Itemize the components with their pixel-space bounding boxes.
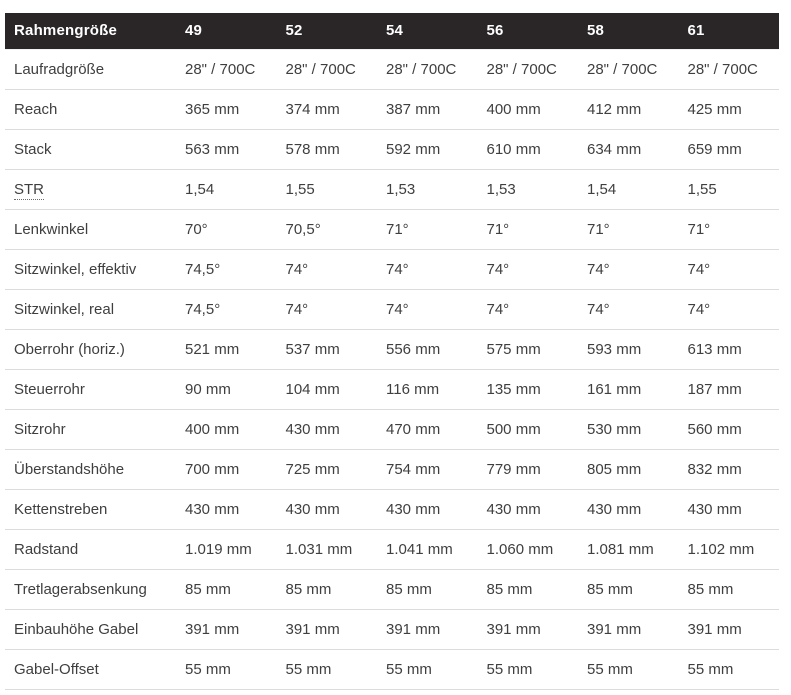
value-cell: 74° — [578, 250, 679, 290]
value-cell: 1.060 mm — [478, 530, 579, 570]
table-row — [5, 130, 779, 170]
value-cell: 391 mm — [679, 610, 780, 650]
table-row — [5, 410, 779, 450]
value-cell: 116 mm — [377, 370, 478, 410]
row-label: Kettenstreben — [5, 490, 176, 530]
value-cell: 74° — [679, 250, 780, 290]
value-cell: 55 mm — [578, 650, 679, 690]
row-label: Steuerrohr — [5, 370, 176, 410]
row-label: Stack — [5, 130, 176, 170]
row-label: Tretlagerabsenkung — [5, 570, 176, 610]
value-cell: 387 mm — [377, 90, 478, 130]
value-cell: 74° — [277, 290, 378, 330]
table-row — [5, 530, 779, 570]
value-cell: 430 mm — [478, 490, 579, 530]
value-cell: 592 mm — [377, 130, 478, 170]
row-label: Laufradgröße — [5, 50, 176, 90]
value-cell: 85 mm — [277, 570, 378, 610]
row-label: Sitzwinkel, real — [5, 290, 176, 330]
value-cell: 28" / 700C — [578, 50, 679, 90]
value-cell: 593 mm — [578, 330, 679, 370]
value-cell: 28" / 700C — [377, 50, 478, 90]
value-cell: 1.019 mm — [176, 530, 277, 570]
value-cell: 563 mm — [176, 130, 277, 170]
table-row — [5, 330, 779, 370]
value-cell: 187 mm — [679, 370, 780, 410]
value-cell: 1,54 — [176, 170, 277, 210]
row-label — [5, 170, 176, 210]
value-cell: 74,5° — [176, 290, 277, 330]
value-cell: 430 mm — [277, 490, 378, 530]
value-cell: 28" / 700C — [478, 50, 579, 90]
value-cell: 365 mm — [176, 90, 277, 130]
value-cell: 470 mm — [377, 410, 478, 450]
value-cell: 659 mm — [679, 130, 780, 170]
value-cell: 610 mm — [478, 130, 579, 170]
value-cell: 391 mm — [277, 610, 378, 650]
value-cell: 85 mm — [176, 570, 277, 610]
header-cell-frame-size: Rahmengröße — [5, 13, 176, 50]
value-cell: 391 mm — [578, 610, 679, 650]
geometry-table — [5, 13, 779, 690]
table-header-row — [5, 13, 779, 50]
value-cell: 575 mm — [478, 330, 579, 370]
value-cell: 74° — [679, 290, 780, 330]
value-cell: 1,53 — [478, 170, 579, 210]
value-cell: 74° — [478, 250, 579, 290]
table-row — [5, 250, 779, 290]
value-cell: 85 mm — [478, 570, 579, 610]
value-cell: 1,55 — [277, 170, 378, 210]
value-cell: 104 mm — [277, 370, 378, 410]
value-cell: 805 mm — [578, 450, 679, 490]
value-cell: 85 mm — [377, 570, 478, 610]
value-cell: 754 mm — [377, 450, 478, 490]
value-cell: 1.102 mm — [679, 530, 780, 570]
row-label: Einbauhöhe Gabel — [5, 610, 176, 650]
value-cell: 28" / 700C — [277, 50, 378, 90]
value-cell: 391 mm — [478, 610, 579, 650]
value-cell: 391 mm — [377, 610, 478, 650]
table-row — [5, 450, 779, 490]
value-cell: 55 mm — [176, 650, 277, 690]
column-header-size: 54 — [377, 13, 478, 50]
value-cell: 537 mm — [277, 330, 378, 370]
table-header — [5, 13, 779, 50]
value-cell: 55 mm — [377, 650, 478, 690]
value-cell: 1.031 mm — [277, 530, 378, 570]
value-cell: 412 mm — [578, 90, 679, 130]
table-row — [5, 50, 779, 90]
column-header-size: 58 — [578, 13, 679, 50]
value-cell: 613 mm — [679, 330, 780, 370]
value-cell: 779 mm — [478, 450, 579, 490]
column-header-size: 49 — [176, 13, 277, 50]
value-cell: 725 mm — [277, 450, 378, 490]
table-body — [5, 50, 779, 690]
table-row — [5, 570, 779, 610]
value-cell: 85 mm — [679, 570, 780, 610]
value-cell: 70° — [176, 210, 277, 250]
table-row — [5, 610, 779, 650]
value-cell: 425 mm — [679, 90, 780, 130]
value-cell: 74° — [478, 290, 579, 330]
column-header-size: 56 — [478, 13, 579, 50]
row-label: Oberrohr (horiz.) — [5, 330, 176, 370]
value-cell: 391 mm — [176, 610, 277, 650]
value-cell: 28" / 700C — [176, 50, 277, 90]
value-cell: 74,5° — [176, 250, 277, 290]
value-cell: 430 mm — [277, 410, 378, 450]
value-cell: 74° — [377, 290, 478, 330]
value-cell: 71° — [578, 210, 679, 250]
value-cell: 578 mm — [277, 130, 378, 170]
table-row — [5, 650, 779, 690]
geometry-table-container — [5, 13, 779, 690]
value-cell: 430 mm — [176, 490, 277, 530]
row-label: Überstandshöhe — [5, 450, 176, 490]
value-cell: 85 mm — [578, 570, 679, 610]
row-label: Radstand — [5, 530, 176, 570]
value-cell: 55 mm — [277, 650, 378, 690]
value-cell: 70,5° — [277, 210, 378, 250]
value-cell: 1.081 mm — [578, 530, 679, 570]
value-cell: 430 mm — [578, 490, 679, 530]
value-cell: 71° — [377, 210, 478, 250]
value-cell: 530 mm — [578, 410, 679, 450]
row-label: Gabel-Offset — [5, 650, 176, 690]
value-cell: 1,53 — [377, 170, 478, 210]
value-cell: 374 mm — [277, 90, 378, 130]
table-row — [5, 170, 779, 210]
table-row — [5, 90, 779, 130]
value-cell: 832 mm — [679, 450, 780, 490]
str-abbreviation[interactable]: STR — [14, 181, 44, 198]
value-cell: 400 mm — [176, 410, 277, 450]
row-label: Reach — [5, 90, 176, 130]
table-row — [5, 210, 779, 250]
table-row — [5, 290, 779, 330]
value-cell: 90 mm — [176, 370, 277, 410]
value-cell: 500 mm — [478, 410, 579, 450]
value-cell: 634 mm — [578, 130, 679, 170]
value-cell: 430 mm — [679, 490, 780, 530]
value-cell: 74° — [578, 290, 679, 330]
row-label: Sitzrohr — [5, 410, 176, 450]
value-cell: 400 mm — [478, 90, 579, 130]
value-cell: 55 mm — [679, 650, 780, 690]
column-header-size: 52 — [277, 13, 378, 50]
value-cell: 1,54 — [578, 170, 679, 210]
value-cell: 74° — [277, 250, 378, 290]
value-cell: 521 mm — [176, 330, 277, 370]
value-cell: 135 mm — [478, 370, 579, 410]
row-label: Lenkwinkel — [5, 210, 176, 250]
value-cell: 161 mm — [578, 370, 679, 410]
value-cell: 71° — [679, 210, 780, 250]
value-cell: 28" / 700C — [679, 50, 780, 90]
value-cell: 74° — [377, 250, 478, 290]
table-row — [5, 490, 779, 530]
value-cell: 556 mm — [377, 330, 478, 370]
value-cell: 430 mm — [377, 490, 478, 530]
value-cell: 1,55 — [679, 170, 780, 210]
value-cell: 71° — [478, 210, 579, 250]
column-header-size: 61 — [679, 13, 780, 50]
value-cell: 55 mm — [478, 650, 579, 690]
table-row — [5, 370, 779, 410]
value-cell: 1.041 mm — [377, 530, 478, 570]
value-cell: 560 mm — [679, 410, 780, 450]
row-label: Sitzwinkel, effektiv — [5, 250, 176, 290]
value-cell: 700 mm — [176, 450, 277, 490]
